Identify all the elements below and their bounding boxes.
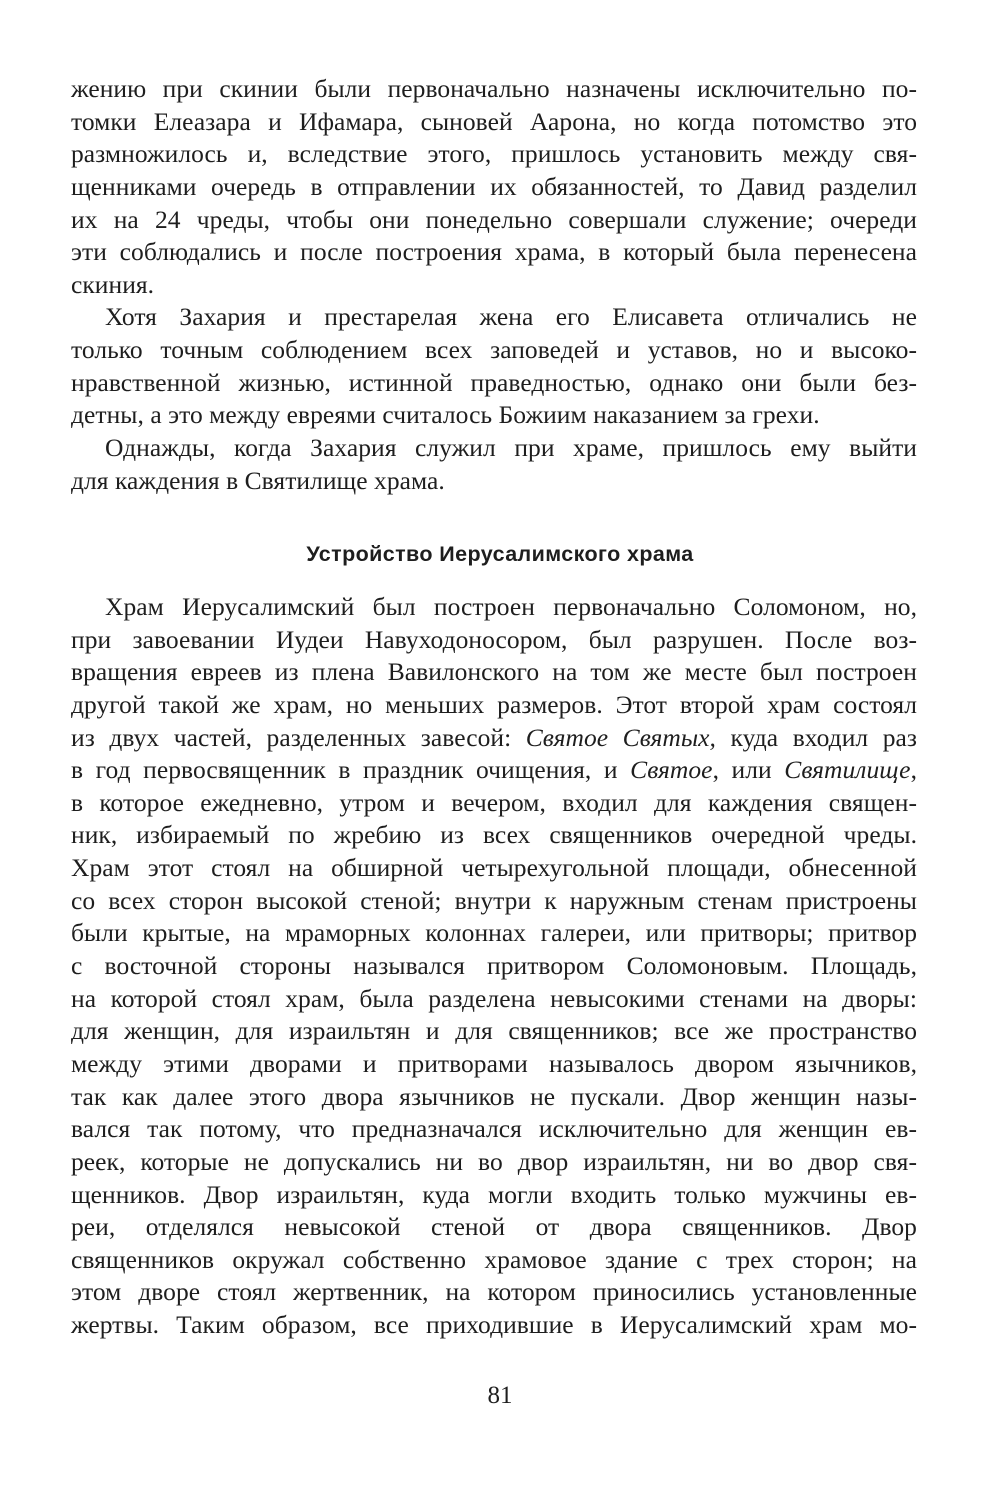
text-line: для женщин, для израильтян и для священников; все же пространство bbox=[71, 1016, 917, 1046]
text-line: эти соблюдались и после построения храма, в который была перенесена bbox=[71, 237, 917, 267]
text-line: были крытые, на мраморных колоннах галереи, или притворы; притвор bbox=[71, 918, 917, 948]
text-line bbox=[71, 722, 917, 755]
page-number: 81 bbox=[487, 1382, 513, 1409]
text-line: томки Елеазара и Ифамара, сыновей Аарона, но когда потомство это bbox=[71, 106, 917, 136]
text-line: нравственной жизнью, истинной праведностью, однако они были без- bbox=[71, 367, 917, 397]
italic-term: Святое Святых, bbox=[525, 722, 716, 752]
text-line: жению при скинии были первоначально назначены исключительно по- bbox=[71, 74, 917, 103]
text-line: Хотя Захария и престарелая жена его Елисавета отличались не bbox=[105, 302, 917, 332]
text-line: реек, которые не допускались ни во двор израильтян, ни во двор свя- bbox=[71, 1146, 917, 1176]
body-text-top bbox=[71, 73, 917, 497]
text-line: реи, отделялся невысокой стеной от двора священников. Двор bbox=[71, 1212, 917, 1242]
text-line: вался так потому, что предназначался исключительно для женщин ев- bbox=[71, 1114, 917, 1144]
text-line: только точным соблюдением всех заповедей и уставов, но и высоко- bbox=[71, 335, 917, 365]
paragraph bbox=[71, 591, 917, 1342]
text-line: этом дворе стоял жертвенник, на котором приносились установленные bbox=[71, 1277, 917, 1307]
italic-term: Святое bbox=[630, 755, 713, 785]
paragraph bbox=[71, 301, 917, 432]
text-segment: из двух частей, разделенных завесой: bbox=[71, 722, 526, 752]
text-line: скиния. bbox=[71, 269, 155, 299]
text-line: ник, избираемый по жребию из всех священников очередной чреды. bbox=[71, 820, 917, 850]
section-heading: Устройство Иерусалимского храма bbox=[306, 542, 694, 566]
text-line: Храм Иерусалимский был построен первоначально Соломоном, но, bbox=[105, 592, 917, 621]
text-line: щенников. Двор израильтян, куда могли входить только мужчины ев- bbox=[71, 1179, 917, 1209]
text-line: размножилось и, вследствие этого, пришлось установить между свя- bbox=[71, 139, 917, 169]
italic-term: Святилище bbox=[784, 755, 911, 785]
text-line: Храм этот стоял на обширной четырехугольной площади, обнесенной bbox=[71, 853, 917, 883]
text-line: другой такой же храм, но меньших размеров. Этот второй храм состоял bbox=[71, 689, 917, 719]
text-segment: в год первосвященник в праздник очищения, и bbox=[71, 755, 631, 785]
text-line: на которой стоял храм, была разделена невысокими стенами на дворы: bbox=[71, 983, 917, 1013]
paragraph bbox=[71, 432, 917, 497]
text-line: для каждения в Святилище храма. bbox=[71, 465, 445, 495]
paragraph bbox=[71, 73, 917, 301]
text-line: со всех сторон высокой стеной; внутри к наружным стенам пристроены bbox=[71, 885, 917, 915]
text-line: жертвы. Таким образом, все приходившие в Иерусалимский храм мо- bbox=[71, 1310, 917, 1340]
text-segment: , или bbox=[712, 755, 785, 785]
text-line: детны, а это между евреями считалось Божиим наказанием за грехи. bbox=[71, 400, 820, 430]
text-line: с восточной стороны назывался притвором Соломоновым. Площадь, bbox=[71, 951, 917, 981]
text-line: священников окружал собственно храмовое здание с трех сторон; на bbox=[71, 1244, 917, 1274]
text-line: вращения евреев из плена Вавилонского на том же месте был построен bbox=[71, 657, 917, 687]
text-line: Однажды, когда Захария служил при храме, пришлось ему выйти bbox=[105, 433, 917, 463]
text-line: щенниками очередь в отправлении их обязанностей, то Давид разделил bbox=[71, 171, 917, 201]
text-line bbox=[71, 754, 917, 787]
text-line: между этими дворами и притворами называлось двором язычников, bbox=[71, 1048, 917, 1078]
text-line: так как далее этого двора язычников не пускали. Двор женщин назы- bbox=[71, 1081, 917, 1111]
text-line: их на 24 чреды, чтобы они понедельно совершали служение; очереди bbox=[71, 204, 917, 234]
body-text-bottom bbox=[71, 591, 917, 1342]
text-segment: , bbox=[910, 755, 917, 785]
text-segment: куда входил раз bbox=[715, 722, 917, 752]
text-line: в которое ежедневно, утром и вечером, входил для каждения священ- bbox=[71, 787, 917, 817]
text-line: при завоевании Иудеи Навуходоносором, был разрушен. После воз- bbox=[71, 624, 917, 654]
